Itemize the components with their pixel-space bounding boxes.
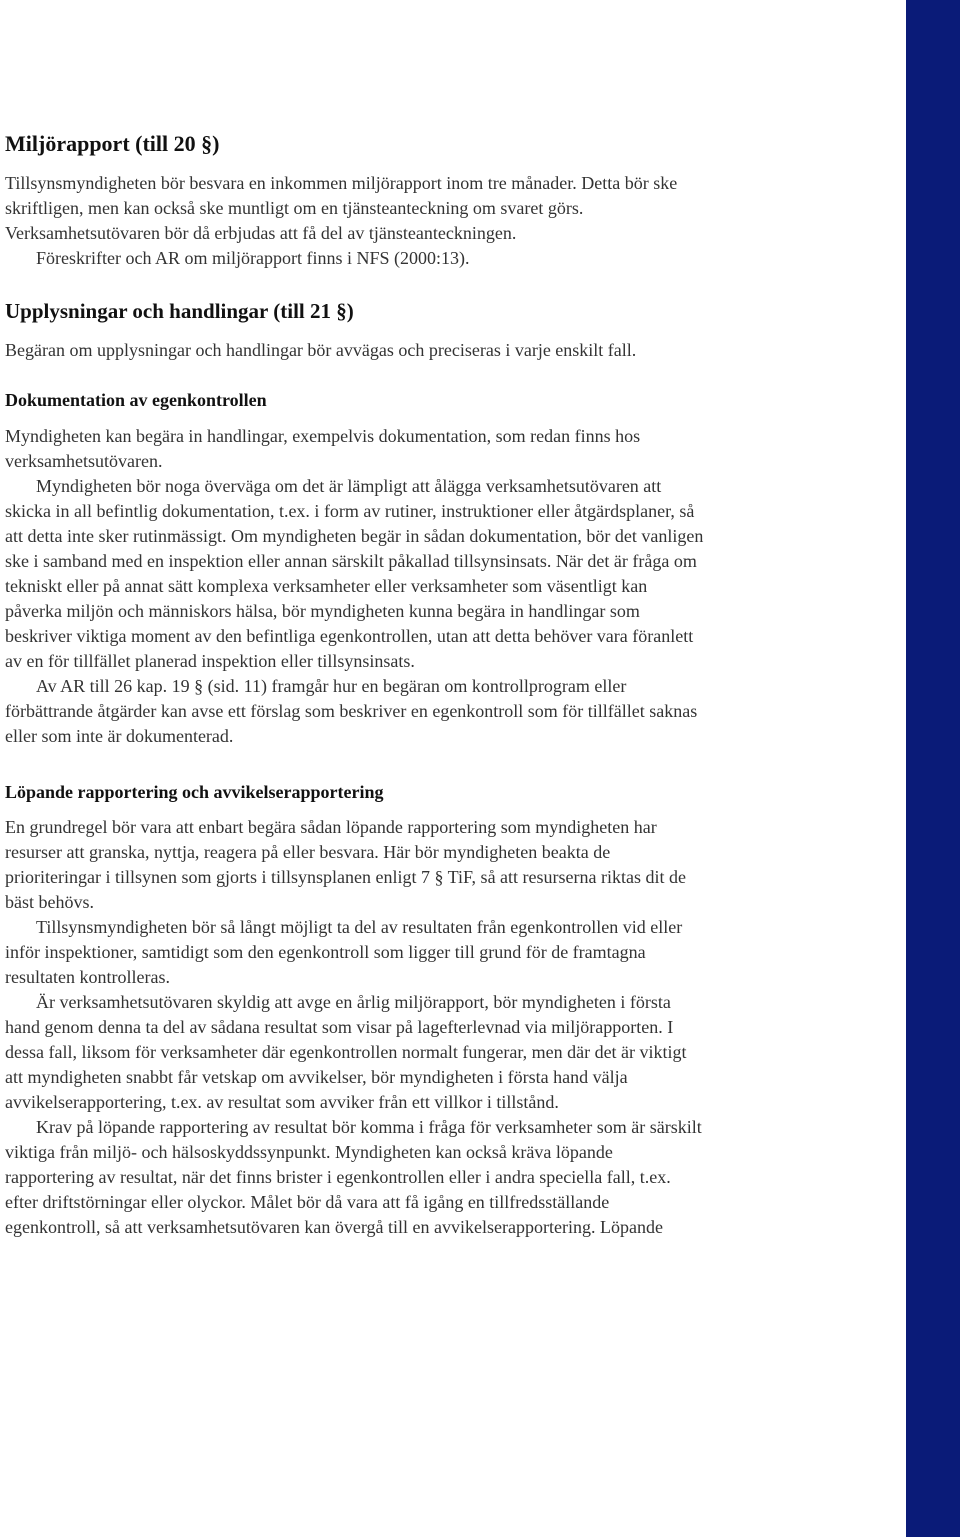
paragraph: Myndigheten bör noga överväga om det är lämpligt att ålägga verksamhetsutövaren att skicka in all befintlig dokumentation, t.ex. i form av rutiner, instruktioner eller åtgärdsplaner, så att detta inte sker rutinmässigt. Om myndigheten begär in sådan dokumentation, bör det vanligen ske i samband med en inspektion eller annan särskilt påkallad tillsynsinsats. När det är fråga om tekniskt eller på annat sätt komplexa verksamheter eller verksamheter som väsentligt kan påverka miljön och människors hälsa, bör myndigheten kunna begära in handlingar som beskriver viktiga moment av den befintliga egenkontrollen, utan att detta behöver vara föranlett av en för tillfället planerad inspektion eller tillsynsinsats. [5,476,704,671]
section-title-miljorapport: Miljörapport (till 20 §) [5,131,220,156]
side-bar [906,0,960,1537]
paragraph: Krav på löpande rapportering av resultat bör komma i fråga för verksamheter som är särskilt viktiga från miljö- och hälsoskyddssynpunkt. Myndigheten kan också kräva löpande rapportering av resultat, när det finns brister i egenkontrollen eller i andra speciella fall, t.ex. efter driftstörningar eller olyckor. Målet bör då vara att få igång en tillfredsställande egenkontroll, så att verksamhetsutövaren kan övergå till en avvikelserapportering. Löpande [5,1117,702,1237]
document-body [5,128,705,1240]
section-title-lopande-rapportering: Löpande rapportering och avvikelserapportering [5,782,384,802]
paragraph: Är verksamhetsutövaren skyldig att avge en årlig miljörapport, bör myndigheten i första hand genom denna ta del av sådana resultat som visar på lagefterlevnad via miljörapporten. I dessa fall, liksom för verksamheter där egenkontrollen normalt fungerar, men där det är viktigt att myndigheten snabbt får vetskap om avvikelser, bör myndigheten i första hand välja avvikelserapportering, t.ex. av resultat som avviker från ett villkor i tillstånd. [5,992,687,1112]
section-title-dokumentation: Dokumentation av egenkontrollen [5,390,267,410]
paragraph: Av AR till 26 kap. 19 § (sid. 11) framgår hur en begäran om kontrollprogram eller förbättrande åtgärder kan avse ett förslag som beskriver en egenkontroll som för tillfället saknas eller som inte är dokumenterad. [5,676,698,746]
paragraph: Föreskrifter och AR om miljörapport finns i NFS (2000:13). [36,248,470,268]
section-title-upplysningar: Upplysningar och handlingar (till 21 §) [5,299,354,323]
paragraph: Tillsynsmyndigheten bör besvara en inkommen miljörapport inom tre månader. Detta bör ske skriftligen, men kan också ske muntligt om en tjänsteanteckning om svaret görs. Verksamhetsutövaren bör då erbjudas att få del av tjänsteanteckningen. [5,173,678,243]
paragraph: Myndigheten kan begära in handlingar, exempelvis dokumentation, som redan finns hos verksamhetsutövaren. [5,426,641,471]
paragraph: Begäran om upplysningar och handlingar bör avvägas och preciseras i varje enskilt fall. [5,340,637,360]
paragraph: En grundregel bör vara att enbart begära sådan löpande rapportering som myndigheten har resurser att granska, nyttja, reagera på eller besvara. Här bör myndigheten beakta de prioriteringar i tillsynen som gjorts i tillsynsplanen enligt 7 § TiF, så att resurserna riktas dit de bäst behövs. [5,817,686,912]
paragraph: Tillsynsmyndigheten bör så långt möjligt ta del av resultaten från egenkontrollen vid eller inför inspektioner, samtidigt som den egenkontroll som ligger till grund för de framtagna resultaten kontrolleras. [5,917,683,987]
